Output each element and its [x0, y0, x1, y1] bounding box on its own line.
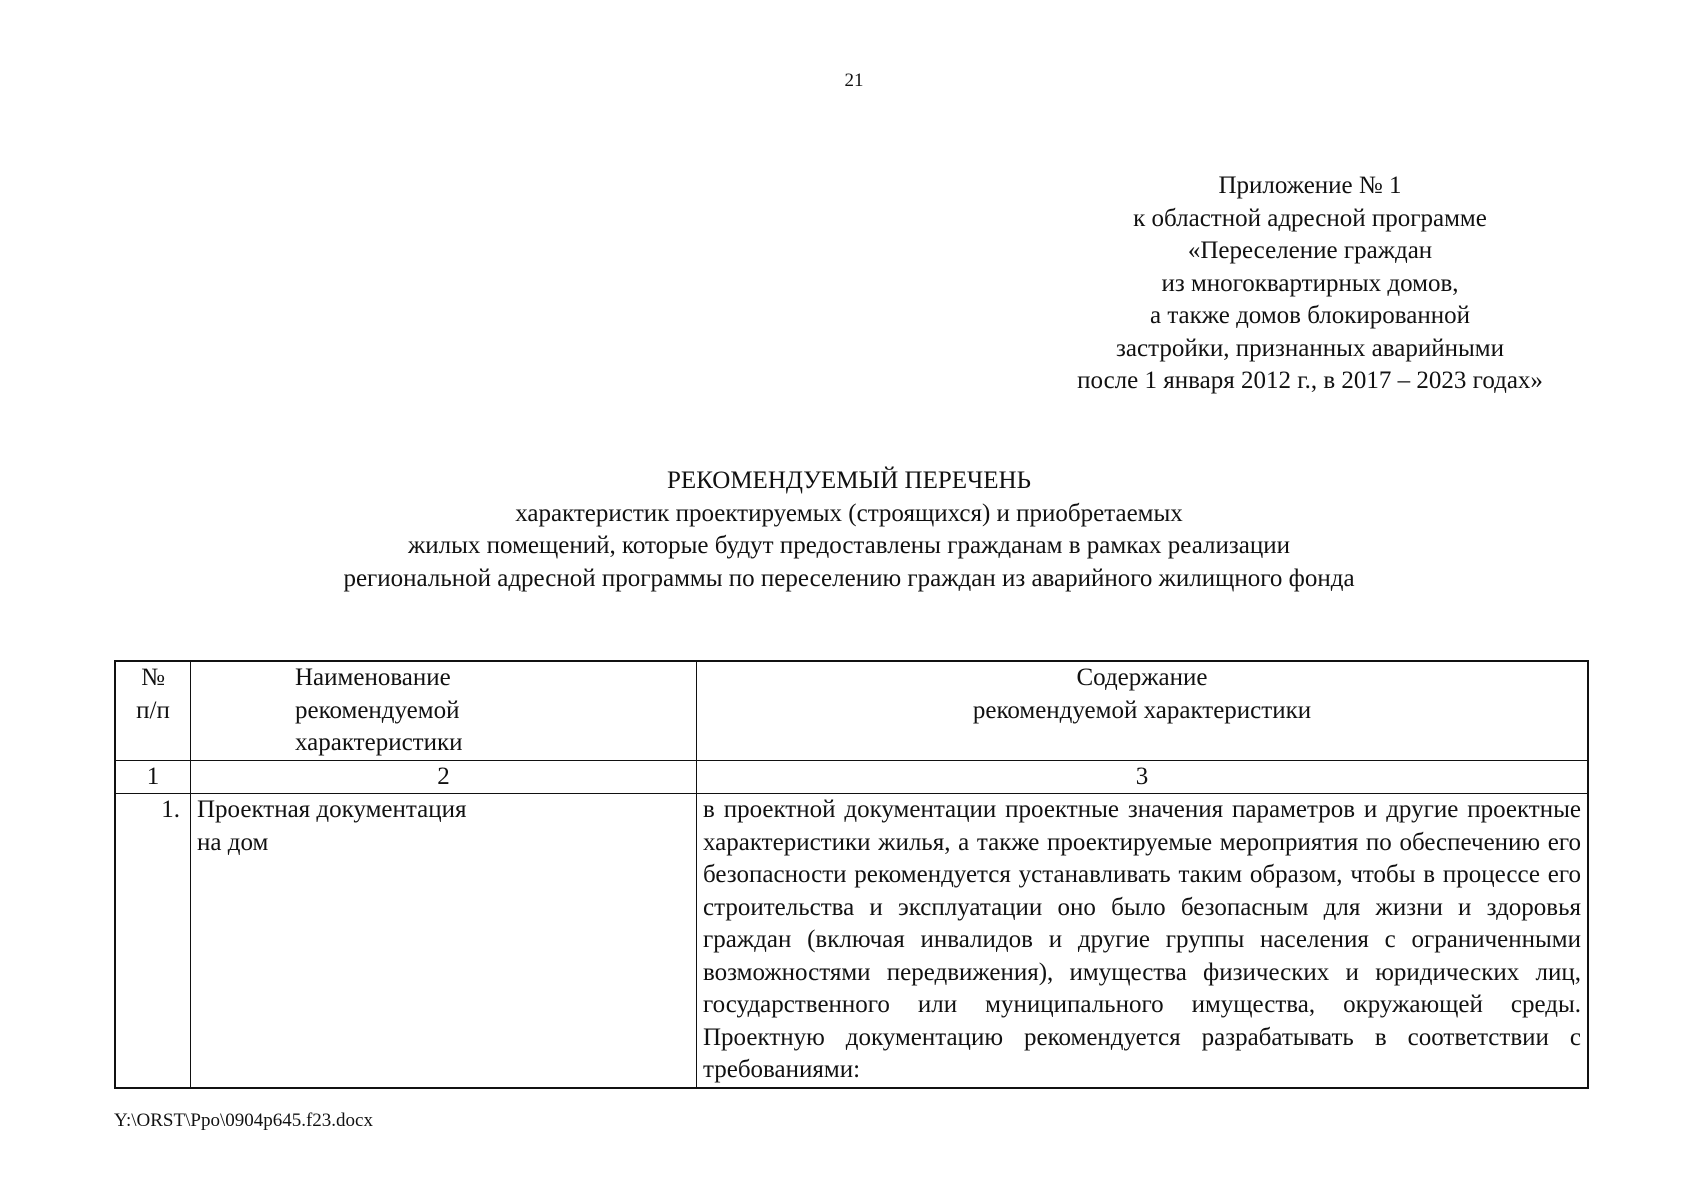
header-text: Наименование	[295, 664, 451, 691]
table-row	[115, 794, 1588, 1088]
header-text: №	[141, 664, 165, 691]
page-number: 21	[844, 70, 864, 91]
row-name	[191, 794, 697, 1088]
header-text: п/п	[136, 696, 170, 724]
appendix-block	[1030, 170, 1590, 398]
header-cell-name	[191, 661, 697, 760]
title-line: характеристик проектируемых (строящихся) и приобретаемых	[515, 499, 1183, 527]
appendix-line: после 1 января 2012 г., в 2017 – 2023 годах»	[1077, 367, 1543, 394]
header-cell-number	[115, 661, 191, 760]
column-number: 3	[697, 760, 1589, 794]
appendix-line: а также домов блокированной	[1149, 302, 1471, 329]
appendix-line: Приложение № 1	[1218, 172, 1402, 199]
footer-file-path: Y:\ORST\Ppo\0904p645.f23.docx	[114, 1110, 373, 1131]
column-number-row	[115, 760, 1588, 794]
header-text: рекомендуемой характеристики	[972, 696, 1312, 724]
header-text: характеристики	[295, 729, 463, 756]
header-cell-content	[697, 661, 1589, 760]
title-line: жилых помещений, которые будут предоставлены гражданам в рамках реализации	[408, 532, 1290, 559]
header-text: Содержание	[1076, 664, 1208, 691]
appendix-line: к областной адресной программе	[1133, 204, 1487, 232]
title-line: региональной адресной программы по переселению граждан из аварийного жилищного фонда	[343, 564, 1355, 592]
appendix-line: застройки, признанных аварийными	[1116, 334, 1504, 362]
document-title	[0, 465, 1698, 595]
appendix-line: из многоквартирных домов,	[1161, 269, 1459, 297]
characteristics-table	[114, 660, 1589, 1089]
table-header-row	[115, 661, 1588, 760]
row-name-text: на дом	[197, 828, 269, 856]
column-number: 2	[191, 760, 697, 794]
title-heading: РЕКОМЕНДУЕМЫЙ ПЕРЕЧЕНЬ	[667, 467, 1031, 494]
appendix-line: «Переселение граждан	[1187, 237, 1433, 264]
row-content: в проектной документации проектные значения параметров и другие проектные характеристики жилья, а также проектируемые мероприятия по обеспечению его безопасности рекомендуется устанавливать таким образом, чтобы в процессе его строительства и эксплуатации оно было безопасным для жизни и здоровья граждан (включая инвалидов и другие группы населения с ограниченными возможностями передвижения), имущества физических и юридических лиц, государственного или муниципального имущества, окружающей среды. Проектную документацию рекомендуется разрабатывать в соответствии с требованиями:	[697, 794, 1589, 1088]
row-number: 1.	[115, 794, 191, 1088]
row-name-text: Проектная документация	[197, 796, 467, 823]
header-text: рекомендуемой	[295, 696, 460, 724]
column-number: 1	[115, 760, 191, 794]
